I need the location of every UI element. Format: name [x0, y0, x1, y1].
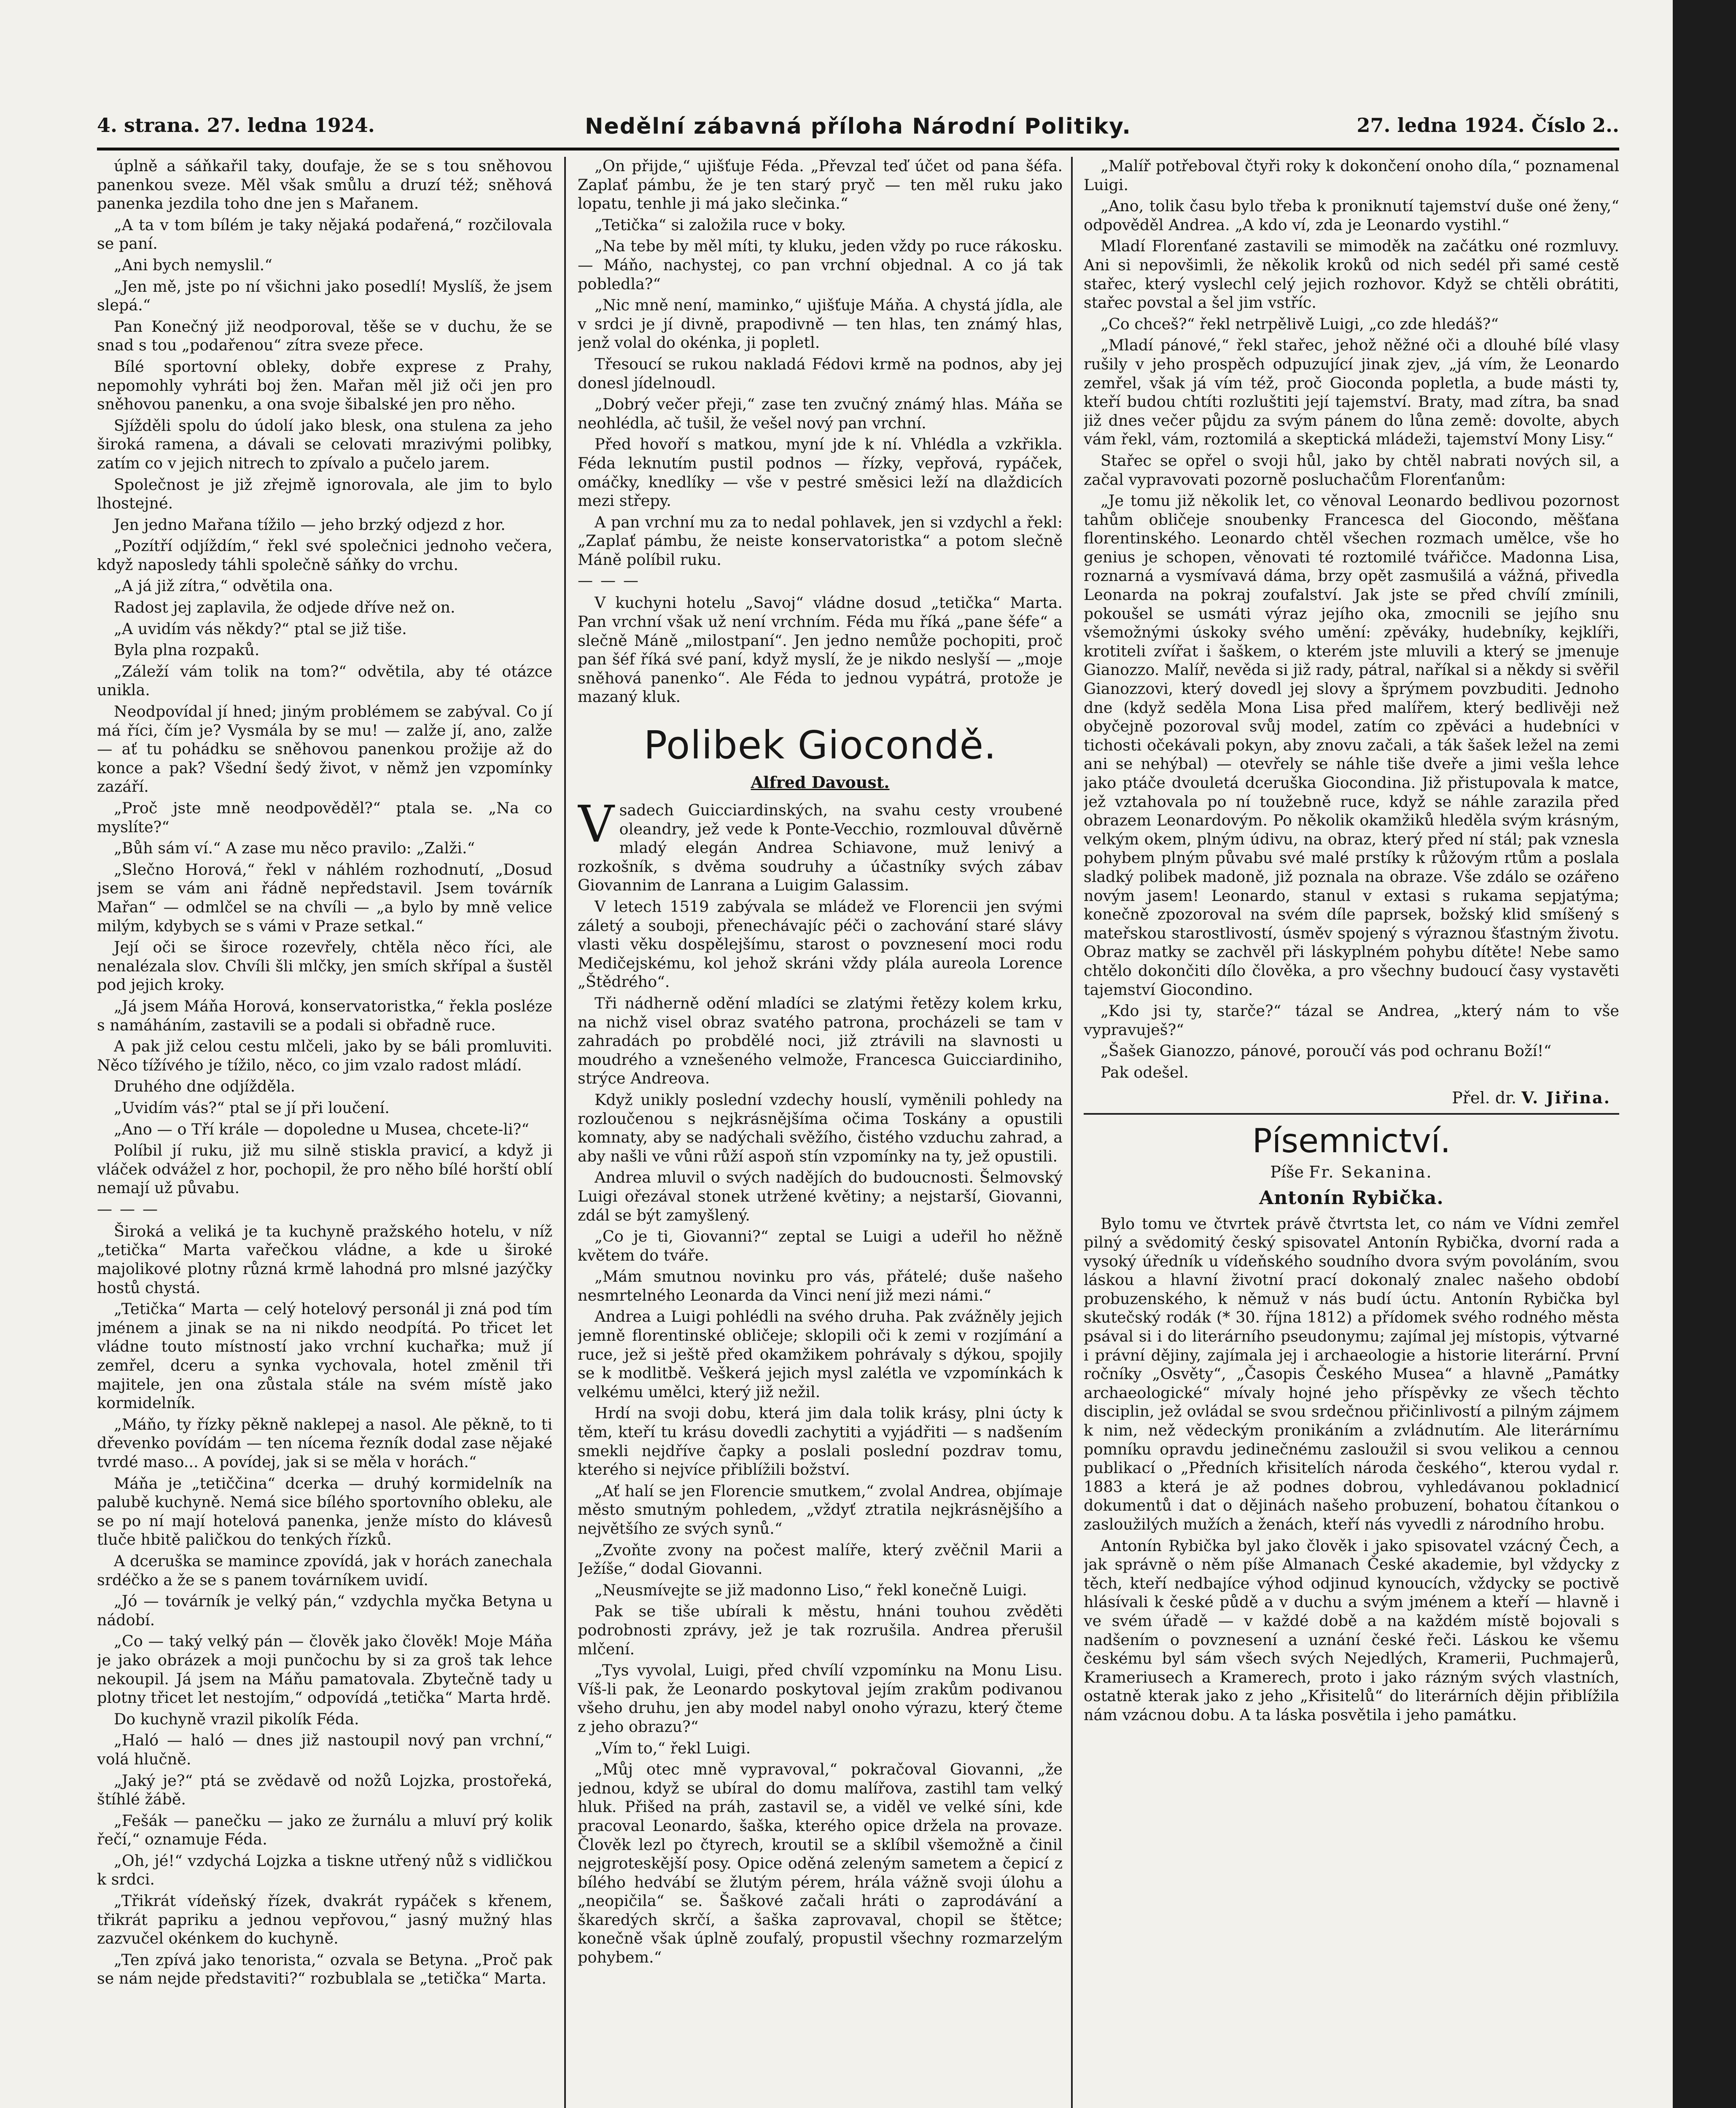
- paragraph: „Tetička“ si založila ruce v boky.: [595, 215, 846, 234]
- paragraph: Široká a veliká je ta kuchyně pražského hotelu, v níž „tetička“ Marta vařečkou vládne, a kde u široké majolikové plotny různá krmě lahodná pro mlsné jazýčky hostů chystá.: [97, 1222, 552, 1297]
- paragraph: „Co chceš?“ řekl netrpělivě Luigi, „co zde hledáš?“: [1101, 315, 1499, 333]
- header-rule: [97, 148, 1619, 151]
- page-header: [97, 114, 1619, 148]
- paragraph: „Jaký je?“ ptá se zvědavě od nožů Lojzka, prostořeká, štíhlé žábě.: [97, 1771, 552, 1809]
- paragraph: „Nic mně není, maminko,“ ujišťuje Máňa. A chystá jídla, ale v srdci je jí divně, prapodivně — ten hlas, ten známý hlas, jenž volal do okénka, ji popletl.: [578, 296, 1063, 352]
- paragraph: Andrea a Luigi pohlédli na svého druha. Pak zvážněly jejich jemně florentinské obličeje; sklopili oči k zemi v rozjímání a ruce, jež si ještě před okamžikem pohrávaly s dýkou, spojily se k modlitbě. Veškerá jejich mysl zalétla ve vzpomínkách k velkému umělci, který již nežil.: [578, 1307, 1063, 1401]
- paragraph: Políbil jí ruku, již mu silně stiskla pravicí, a když ji vláček odvážel z hor, pochopil, že pro něho bílé horští oblí nemají už půvabu.: [97, 1141, 552, 1197]
- paragraph: „Tys vyvolal, Luigi, před chvílí vzpomínku na Monu Lisu. Víš-li pak, že Leonardo poskytoval jejím zrakům podivanou všeho druhu, jen aby model nabyl onoho výrazu, který čteme z jeho obrazu?“: [578, 1661, 1063, 1736]
- story-text: [97, 157, 552, 1198]
- column-1: [97, 157, 552, 2108]
- header-right: 27. ledna 1924. Číslo 2..: [1357, 114, 1619, 137]
- article-subtitle: Antonín Rybička.: [1259, 1187, 1444, 1209]
- paragraph: Antonín Rybička byl jako člověk i jako spisovatel vzácný Čech, a jak správně o něm píše Almanach České akademie, byl vždycky z těch, kteří nedbajíce výhod odjinud kynoucích, vždycky se poctivě hlásívali k české půdě a v duchu a svým jménem a kteří — hlavně i ve svém úřadě — v každé době a na každém místě bojovali s nadšením o povznesení a uznání české řeči. Láskou ke všemu českému byl sám všech svých Nejedlých, Kramerii, Puchmajerů, Krameriusech a Kramerech, proto i jako rázným svých vlastních, ostatně kterak jako z jeho „Křisitelů“ do literárních dějin přiblížila nám vzácnou dobu. A ta láska posvětila i jeho památku.: [1084, 1536, 1619, 1724]
- article-title: Polibek Giocondě.: [643, 723, 997, 768]
- paragraph: „A ta v tom bílém je taky nějaká podařená,“ rozčilovala se paní.: [97, 215, 552, 253]
- drop-cap: V: [578, 795, 614, 854]
- sign-name: V. Jiřina.: [1521, 1088, 1611, 1107]
- paragraph: „Šašek Gianozzo, pánové, poroučí vás pod ochranu Boží!“: [1101, 1042, 1552, 1060]
- paragraph: „Jen mě, jste po ní všichni jako posedlí! Myslíš, že jsem slepá.“: [97, 277, 552, 315]
- paragraph: Sjížděli spolu do údolí jako blesk, ona stulena za jeho široká ramena, a dávali se celovati mrazivými polibky, zatím co v jejich nitrech to zpívalo a pučelo jarem.: [97, 416, 552, 472]
- section-author-line: [1084, 1163, 1619, 1181]
- paragraph: „Ať halí se jen Florencie smutkem,“ zvolal Andrea, objímaje město smutným pohledem, „vždyť ztratila nejkrásnějšího a největšího ze svých synů.“: [578, 1482, 1063, 1538]
- paragraph: úplně a sáňkařil taky, doufaje, že se s tou sněhovou panenkou sveze. Měl však smůlu a druzí též; sněhová panenka jezdila toho dne jen s Mařanem.: [97, 157, 552, 213]
- translator-signature: [1084, 1088, 1611, 1107]
- header-center: Nedělní zábavná příloha Národní Politiky.: [584, 114, 1132, 139]
- article-byline: Alfred Davoust.: [751, 773, 890, 792]
- paragraph: „Ten zpívá jako tenorista,“ ozvala se Betyna. „Proč pak se nám nejde představiti?“ rozbublala se „tetička“ Marta.: [97, 1950, 552, 1988]
- paragraph: „Co je ti, Giovanni?“ zeptal se Luigi a udeřil ho něžně květem do tváře.: [578, 1227, 1063, 1264]
- paragraph: Když unikly poslední vzdechy houslí, vyměnili pohledy na rozloučenou s nejkrásnějšíma očima Toskány a opustili komnaty, aby se nadýchali svěžího, čistého vzduchu zahrad, a aby našli ve vůni růží aspoň stín vzpomínky na ty, jež opustili.: [578, 1090, 1063, 1165]
- paragraph: Neodpovídal jí hned; jiným problémem se zabýval. Co jí má říci, čím je? Vysmála by se mu! — zalže jí, ano, zalže — ať tu pohádku se sněhovou panenkou prožije až do konce a pak? Všední šedý život, v němž jen vzpomínky zazáří.: [97, 702, 552, 796]
- paragraph: „A uvidím vás někdy?“ ptal se již tiše.: [114, 619, 407, 638]
- paragraph: Tři nádherně odění mladíci se zlatými řetězy kolem krku, na nichž visel obraz svatého patrona, procházeli se tam v zahradách po probdělé noci, již ztrávili na slavnosti u moudrého a vznešeného velmože, Francesca Guicciardiniho, strýce Andreova.: [578, 994, 1063, 1088]
- article-text: [1084, 1215, 1619, 1725]
- paragraph: „Můj otec mně vypravoval,“ pokračoval Giovanni, „že jednou, když se ubíral do domu malířova, zastihl tam velký hluk. Přišed na práh, zastavil se, a viděl ve velké síni, kde pracoval Leonardo, šaška, kterého opice držela na provaze. Člověk lezl po čtyrech, kroutil se a sklíbil všemožně a činil nejgroteskější posy. Opice oděná zeleným sametem a čepicí z bílého hedvábí se žlutým pérem, hrála vážně svoji úlohu a „neopičila“ se. Šaškové začali hráti o zaprodávání a škaredých skrčí, a šaška zaprovaval, chopil se štětce; konečně však úplně zoufalý, propustil všechny rozmarzelým pohybem.“: [578, 1760, 1063, 1967]
- paragraph: „Vím to,“ řekl Luigi.: [595, 1739, 751, 1757]
- paragraph: „Máňo, ty řízky pěkně naklepej a nasol. Ale pěkně, to ti dřevenko povídám — ten nícema řezník dodal zase nějaké tvrdé maso... A povídej, jak si se měla v horách.“: [97, 1415, 552, 1471]
- section-title: Písemnictví.: [1252, 1122, 1451, 1160]
- column-2: [578, 157, 1063, 2108]
- paragraph: Máňa je „tetiččina“ dcerka — druhý kormidelník na palubě kuchyně. Nemá sice bílého sportovního obleku, ale se po ní mají hotelová panenka, jenže místo do klávesů tluče hbitě paličkou do tenkých řízků.: [97, 1474, 552, 1549]
- lead-text: sadech Guicciardinských, na svahu cesty vroubené oleandry, jež vede k Ponte-Vecchio, rozmlouval důvěrně mladý elegán Andrea Schiavone, muž lenivý a rozkošník, s dvěma soudruhy a účastníky svých zábav Giovannim de Lanrana a Luigim Galassim.: [578, 801, 1063, 895]
- paragraph: „Já jsem Máňa Horová, konservatoristka,“ řekla posléze s namáháním, zastavili se a podali si obřadně ruce.: [97, 997, 552, 1034]
- sign-prefix: Přel. dr.: [1452, 1088, 1517, 1107]
- paragraph: „Mám smutnou novinku pro vás, přátelé; duše našeho nesmrtelného Leonarda da Vinci není již mezi námi.“: [578, 1267, 1063, 1304]
- paragraph: Před hovoří s matkou, myní jde k ní. Vhlédla a vzkřikla. Féda leknutím pustil podnos — řízky, vepřová, rypáček, omáčky, knedlíky — vše v pestré směsici leží na dlaždicích mezi střepy.: [578, 435, 1063, 510]
- paragraph: „On přijde,“ ujišťuje Féda. „Převzal teď účet od pana šéfa. Zaplať pámbu, že je ten starý pryč — ten měl ruku jako lopatu, tenhle ji má jako slečinka.“: [578, 157, 1063, 213]
- paragraph: „Bůh sám ví.“ A zase mu něco pravilo: „Zalži.“: [114, 839, 475, 858]
- paragraph: „Pozítří odjíždím,“ řekl své společnici jednoho večera, když naposledy táhli společně sáňky do vrchu.: [97, 537, 552, 574]
- paragraph: „Ani bych nemyslil.“: [114, 255, 272, 274]
- paragraph: „Na tebe by měl míti, ty kluku, jeden vždy po ruce rákosku. — Máňo, nachystej, co pan vrchní objednal. A co já tak pobledla?“: [578, 237, 1063, 293]
- paragraph: V letech 1519 zabývala se mládež ve Florencii jen svými záletý a souboji, přenechávajíc péči o zachování staré slávy vlasti věku dospělejšímu, starost o povznesení moci rodu Medičejskému, kol jehož skráni vždy plála aureola Lorence „Štědrého“.: [578, 898, 1063, 991]
- paragraph: „Je tomu již několik let, co věnoval Leonardo bedlivou pozornost tahům obličeje snoubenky Francesca del Giocondo, měšťana florentinského. Leonardo chtěl všechen rozmach umělce, vše ho genius je schopen, věnovati té roztomilé tvářičce. Madonna Lisa, roznarná a vysmívavá dáma, brzy opět zasmušilá a vážná, přivedla Leonarda na pokraj zoufalství. Jak jste se před chvílí zmínili, pokoušel se usmáti výraz jejího oka, zmocnili se jejího snu všemožnými úskoky svého umění: zpěváky, hudebníky, kejklíři, krotiteli zvířat i šaškem, o kterém jste mluvili a který se jmenuje Gianozzo. Malíř, nevěda si již rady, pátral, naříkal si a někdy si svěřil Gianozzovi, který dovedl jej slovy a šprýmem povzbuditi. Jednoho dne (když seděla Mona Lisa před malířem, který bedlivěji než obyčejně pozoroval svůj model, zatím co zpěváci a hudebníci v tichosti očekávali pokyn, aby znovu začali, a ták šašek ležel na zemi ani se nehýbal) — otevřely se náhle tiše dveře a jimi vešla lehce jako ptáče dvouletá dceruška Giocondina. Již přistupovala k matce, jež vztahovala po ní toužebně ruce, když se náhle zarazila před obrazem Leonardovým. Po několik okamžiků hleděla svým krásným, velkým okem, plným údivu, na obraz, který před ní stál; pak vznesla pohybem plným půvabu své malé prstíky k růžovým rtům a poslala sladký polibek madoně, již poznala na obraze. Vše zdálo se ozářeno novým jasem! Leonardo, stanul v extasi s rukama sepjatýma; konečně zpozoroval na svém díle paprsek, božský klid smíšený s mateřskou starostlivostí, úsměv spojený s výraznou šťastným životu. Obraz matky se zachvěl při láskyplném pohybu dítěte! Nebe samo chtělo dokončiti dílo člověka, a pro všechny budoucí časy vystavěti tajemství Giocondino.: [1084, 492, 1619, 999]
- paragraph: „Mladí pánové,“ řekl stařec, jehož něžné oči a dlouhé bílé vlasy rušily v jeho prospěch odpuzující jinak zjev, „já vím, že Leonardo zemřel, však já vím též, proč Gioconda popletla, a bude másti ty, kteří budou chtíti rozluštiti její tajemství. Braty, mad zítra, ba snad již dnes večer půjdu za svým pánem do lůna země: dovolte, abych vám řekl, vám, roztomilá a skeptická mládeži, tajemství Mony Lisy.“: [1084, 336, 1619, 449]
- column-3: [1084, 157, 1619, 2108]
- paragraph: Hrdí na svoji dobu, která jim dala tolik krásy, plni úcty k těm, kteří tu krásu dovedli zachytiti a vyjádřiti — s nadšením smekli nejdříve čapky a poslali poslední pozdrav tomu, kterého si nejvíce přiblížili božství.: [578, 1404, 1063, 1479]
- story-text: [578, 594, 1063, 707]
- paragraph: Bílé sportovní obleky, dobře exprese z Prahy, nepomohly vyhráti boj žen. Mařan měl již oči jen pro sněhovou panenku, a ona svoje šibalské jen pro něho.: [97, 357, 552, 414]
- paragraph: Pak odešel.: [1101, 1063, 1189, 1081]
- story-text: [578, 157, 1063, 569]
- paragraph: Byla plna rozpaků.: [114, 641, 260, 659]
- paragraph: „Jó — továrník je velký pán,“ vzdychla myčka Betyna u nádobí.: [97, 1592, 552, 1629]
- paragraph: Pan Konečný již neodporoval, těše se v duchu, že se snad s tou „podařenou“ zítra sveze přece.: [97, 317, 552, 355]
- section-author: Fr. Sekanina.: [1309, 1162, 1433, 1181]
- paragraph: „Záleží vám tolik na tom?“ odvětila, aby té otázce unikla.: [97, 662, 552, 699]
- paragraph: „Co — taký velký pán — člověk jako člověk! Moje Máňa je jako obrázek a moji punčochu by si za groš tak lehce nekoupil. Já jsem na Máňu pamatovala. Zbytečně tady u plotny třicet let nestojím,“ odpovídá „tetička“ Marta hrdě.: [97, 1632, 552, 1707]
- section-break: ———: [97, 1200, 165, 1218]
- paragraph: „Ano — o Tří krále — dopoledne u Musea, chcete-li?“: [114, 1120, 529, 1138]
- article-text: [1084, 157, 1619, 1082]
- paragraph: Andrea mluvil o svých nadějích do budoucnosti. Šelmovský Luigi ořezával stonek utržené květiny; a nejstarší, Giovanni, zdál se být zamyšlený.: [578, 1168, 1063, 1224]
- section-by: Píše: [1270, 1162, 1304, 1181]
- paragraph: „Ano, tolik času bylo třeba k proniknutí tajemství duše oné ženy,“ odpověděl Andrea. „A kdo ví, zda je Leonardo vystihl.“: [1084, 197, 1619, 234]
- paragraph: „Třikrát vídeňský řízek, dvakrát rypáček s křenem, třikrát papriku a jednou vepřovou,“ jasný mužný hlas zazvučel okénkem do kuchyně.: [97, 1892, 552, 1948]
- paragraph: Pak se tiše ubírali k městu, hnáni touhou zvěděti podrobnosti zprávy, jež je tak rozrušila. Andrea přerušil mlčení.: [578, 1602, 1063, 1658]
- paragraph: „Haló — haló — dnes již nastoupil nový pan vrchní,“ volá hlučně.: [97, 1731, 552, 1768]
- paragraph: Stařec se opřel o svoji hůl, jako by chtěl nabrati nových sil, a začal vypravovati pozorně posluchačům Florenťanům:: [1084, 451, 1619, 489]
- paragraph: Radost jej zaplavila, že odjede dříve než on.: [114, 598, 455, 617]
- paragraph: „Fešák — panečku — jako ze žurnálu a mluví prý kolik řečí,“ oznamuje Féda.: [97, 1811, 552, 1849]
- paragraph: „Dobrý večer přeji,“ zase ten zvučný známý hlas. Máňa se neohlédla, ač tušil, že vešel nový pan vrchní.: [578, 395, 1063, 432]
- paragraph: Mladí Florenťané zastavili se mimoděk na začátku oné rozmluvy. Ani si nepovšimli, že několik kroků od nich sedél při samé cestě stařec, který vyslechl celý jejich rozhovor. Když se chtěli obrátiti, stařec povstal a šel jim vstříc.: [1084, 237, 1619, 312]
- column-divider: [1071, 157, 1073, 2108]
- paragraph: V kuchyni hotelu „Savoj“ vládne dosud „tetička“ Marta. Pan vrchní však už není vrchním. Féda mu říká „pane šéfe“ a slečně Máně „milostpaní“. Jen jedno nemůže pochopiti, proč pan šéf říká své paní, když myslí, že je nikdo neslyší — „moje sněhová panenko“. Ale Féda to jednou vypátrá, protože je mazaný kluk.: [578, 594, 1063, 706]
- story-text: [97, 1222, 552, 1988]
- paragraph: Druhého dne odjížděla.: [114, 1077, 296, 1096]
- paragraph: „Malíř potřeboval čtyři roky k dokončení onoho díla,“ poznamenal Luigi.: [1084, 157, 1619, 194]
- paragraph: „Uvidím vás?“ ptal se jí při loučení.: [114, 1098, 390, 1117]
- paragraph: A pan vrchní mu za to nedal pohlavek, jen si vzdychl a řekl: „Zaplať pámbu, že neiste konservatoristka“ a potom slečně Máně políbil ruku.: [578, 513, 1063, 569]
- paragraph: Společnost je již zřejmě ignorovala, ale jim to bylo lhostejné.: [97, 475, 552, 513]
- paragraph: „Slečno Horová,“ řekl v náhlém rozhodnutí, „Dosud jsem se vám ani řádně nepředstavil. Jsem továrník Mařan“ — odmlčel se na chvíli — „a bylo by mně velice milým, kdybych se s vámi v Praze setkal.“: [97, 860, 552, 935]
- paragraph: Jen jedno Mařana tížilo — jeho brzký odjezd z hor.: [114, 515, 506, 534]
- paragraph: Bylo tomu ve čtvrtek právě čtvrtsta let, co nám ve Vídni zemřel pilný a svědomitý český spisovatel Antonín Rybička, dvorní rada a vysoký úředník u vídeňského soudního dvora svým povoláním, svou láskou a hlavní životní prací dokonalý znalec našeho období probuzenského, k němuž v nás budí úctu. Antonín Rybička byl skutečský rodák (* 30. října 1812) a přídomek svého rodného města psával si i do literárního pseudonymu; zajímal jej místopis, výtvarné i právní dějiny, zajímala jej i archaeologie a historie literární. První ročníky „Osvěty“, „Časopis Českého Musea“ a hlavně „Památky archaeologické“ mívaly hojné jeho příspěvky ze všech těchto disciplin, jež ovládal se svou srdečnou přičinlivostí a pilným zájmem k nim, než vědeckým pronikáním a zvládnutím. Ale literárnímu pomníku opravdu jedinečnému zasloužil si svou velikou a cennou publikací o „Předních křisitelích národa českého“, kterou vydal r. 1883 a která je až podnes dobrou, vyhledávanou pokladnicí dokumentů i dat o dějinách našeho probuzení, bohatou čítankou o zasloužilých mužích a ženách, kteří nás vyvedli z národního hrobu.: [1084, 1214, 1619, 1533]
- paragraph: „A já již zítra,“ odvětila ona.: [114, 577, 333, 595]
- section-rule: [1084, 1113, 1619, 1115]
- paragraph: „Tetička“ Marta — celý hotelový personál ji zná pod tím jménem a jinak se na ni nikdo neodpítá. Po třicet let vládne touto místností jako vrchní kuchařka; muž jí zemřel, dceru a synka vychovala, hotel změnil tři majitele, jen ona zůstala stále na svém místě jako kormidelník.: [97, 1300, 552, 1412]
- scan-edge: [1673, 0, 1736, 2108]
- paragraph: „Proč jste mně neodpověděl?“ ptala se. „Na co myslíte?“: [97, 799, 552, 836]
- paragraph: „Kdo jsi ty, starče?“ tázal se Andrea, „který nám to vše vypravuješ?“: [1084, 1002, 1619, 1039]
- section-break: ———: [578, 572, 646, 590]
- paragraph: „Oh, jé!“ vzdychá Lojzka a tiskne utřený nůž s vidličkou k srdci.: [97, 1851, 552, 1889]
- paragraph: A pak již celou cestu mlčeli, jako by se báli promluviti. Něco tížívého je tížilo, něco, co jim vzalo radost mládí.: [97, 1037, 552, 1074]
- paragraph: Třesoucí se rukou nakladá Fédovi krmě na podnos, aby jej donesl jídelnoudl.: [578, 355, 1063, 392]
- article-lead: [578, 795, 1063, 895]
- paragraph: A dceruška se mamince zpovídá, jak v horách zanechala srdéčko a že se s panem továrníkem uvidí.: [97, 1551, 552, 1589]
- paragraph: Její oči se široce rozevřely, chtěla něco říci, ale nenalézala slov. Chvíli šli mlčky, jen smích skřípal a šustěl pod jejich kroky.: [97, 938, 552, 994]
- header-left: 4. strana. 27. ledna 1924.: [97, 114, 375, 137]
- article-text: [578, 898, 1063, 1967]
- paragraph: „Zvoňte zvony na počest malíře, který zvěčnil Marii a Ježíše,“ dodal Giovanni.: [578, 1541, 1063, 1578]
- column-divider: [564, 157, 566, 2108]
- paragraph: „Neusmívejte se již madonno Liso,“ řekl konečně Luigi.: [595, 1581, 1027, 1599]
- paragraph: Do kuchyně vrazil pikolík Féda.: [114, 1710, 359, 1728]
